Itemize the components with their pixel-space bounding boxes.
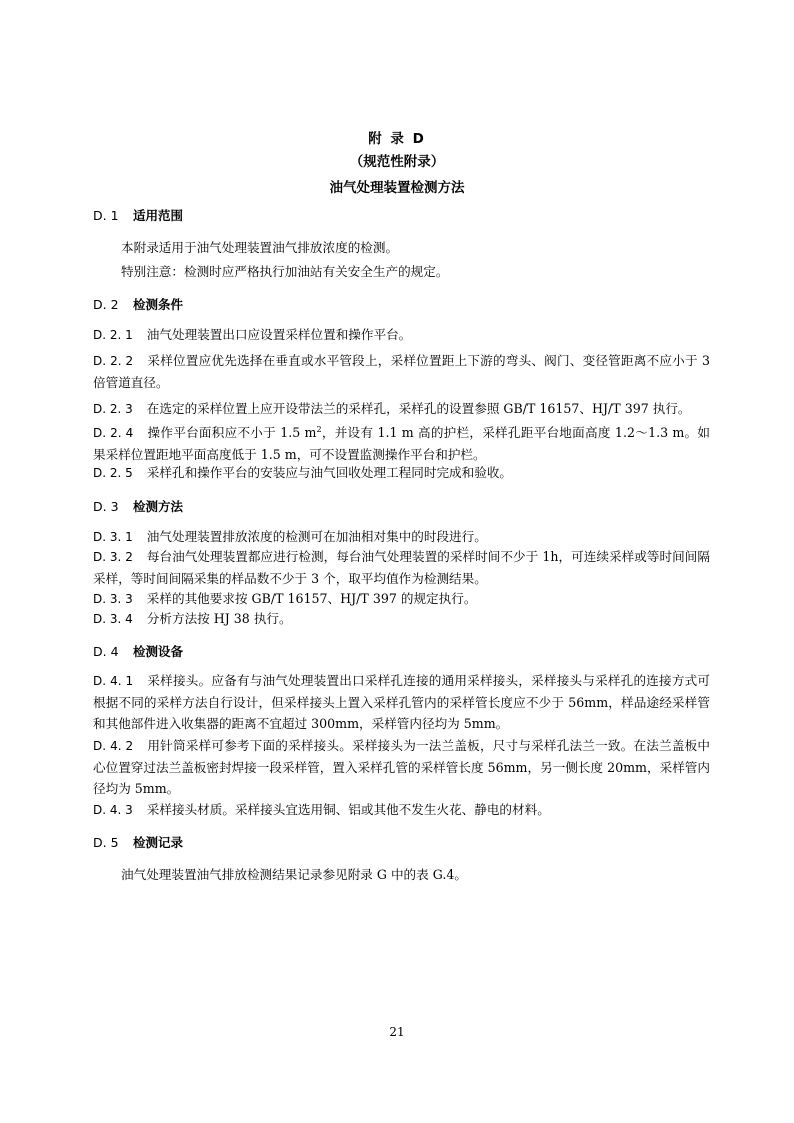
clause-d4-3 xyxy=(93,799,710,821)
clause-number: D. 2. 1 xyxy=(93,328,133,342)
section-title: 检测记录 xyxy=(133,835,184,850)
appendix-heading: 油气处理装置检测方法 xyxy=(329,180,465,196)
paragraph: 本附录适用于油气处理装置油气排放浓度的检测。 xyxy=(121,240,399,255)
clause-d4-2 xyxy=(93,735,710,799)
clause-d3-1 xyxy=(93,526,710,548)
clause-d3-3 xyxy=(93,588,710,610)
section-number: D. 2 xyxy=(93,297,119,312)
clause-d2-2 xyxy=(93,350,710,393)
section-heading-d4 xyxy=(93,642,183,660)
clause-text: 采样位置应优先选择在垂直或水平管段上，采样位置距上下游的弯头、阀门、变径管距离不应小于 3 倍管道直径。 xyxy=(93,353,710,390)
section-title: 检测设备 xyxy=(133,644,184,659)
clause-text: 采样接头材质。采样接头宜选用铜、铝或其他不发生火花、静电的材料。 xyxy=(146,802,550,817)
superscript: 2 xyxy=(316,425,322,434)
clause-number: D. 3. 3 xyxy=(93,592,133,606)
clause-number: D. 3. 1 xyxy=(93,530,133,544)
clause-text: 采样接头。应备有与油气处理装置出口采样孔连接的通用采样接头，采样接头与采样孔的连接方式可根据不同的采样方法自行设计，但采样接头上置入采样孔管内的采样管长度应不少于 56mm，样品途经采样管和其他部件进入收集器的距离不宜超过 300mm，采样管内径均为 5mm。 xyxy=(93,673,710,731)
clause-number: D. 4. 3 xyxy=(93,803,133,817)
section-number: D. 3 xyxy=(93,499,119,514)
section-number: D. 5 xyxy=(93,835,119,850)
paragraph: 油气处理装置油气排放检测结果记录参见附录 G 中的表 G.4。 xyxy=(121,867,467,882)
page-number: 21 xyxy=(389,1025,405,1039)
section-number: D. 1 xyxy=(93,208,119,223)
clause-number: D. 4. 1 xyxy=(93,674,134,688)
section-heading-d3 xyxy=(93,497,183,515)
clause-d3-4 xyxy=(93,608,710,630)
clause-d3-2 xyxy=(93,546,710,589)
clause-text: 油气处理装置排放浓度的检测可在加油相对集中的时段进行。 xyxy=(146,529,487,544)
clause-number: D. 2. 2 xyxy=(93,354,134,368)
clause-text: 用针筒采样可参考下面的采样接头。采样接头为一法兰盖板，尺寸与采样孔法兰一致。在法兰盖板中心位置穿过法兰盖板密封焊接一段采样管，置入采样孔管的采样管长度 56mm，另一侧长度 20mm，采样管内径均为 5mm。 xyxy=(93,738,710,796)
clause-d2-1 xyxy=(93,324,710,346)
clause-d2-4 xyxy=(93,419,710,465)
clause-number: D. 3. 2 xyxy=(93,550,133,564)
clause-number: D. 2. 5 xyxy=(93,466,133,480)
section-number: D. 4 xyxy=(93,644,119,659)
section-heading-d5 xyxy=(93,833,183,851)
clause-text: 油气处理装置出口应设置采样位置和操作平台。 xyxy=(146,327,412,342)
clause-number: D. 4. 2 xyxy=(93,739,134,753)
clause-text: 采样的其他要求按 GB/T 16157、HJ/T 397 的规定执行。 xyxy=(146,591,477,606)
section-title: 适用范围 xyxy=(133,208,184,223)
paragraph: 特别注意：检测时应严格执行加油站有关安全生产的规定。 xyxy=(121,264,449,279)
clause-text: ，并设有 1.1 m 高的护栏，采样孔距平台地面高度 1.2～1.3 m。如果采样位置距地平面高度低于 1.5 m，可不设置监测操作平台和护栏。 xyxy=(93,425,710,463)
section-title: 检测方法 xyxy=(133,499,184,514)
section-title: 检测条件 xyxy=(133,297,184,312)
clause-number: D. 2. 3 xyxy=(93,402,133,416)
clause-text: 每台油气处理装置都应进行检测，每台油气处理装置的采样时间不少于 1h，可连续采样或等时间间隔采样，等时间间隔采集的样品数不少于 3 个，取平均值作为检测结果。 xyxy=(93,549,710,586)
clause-d2-5 xyxy=(93,462,710,484)
clause-text: 操作平台面积应不小于 1.5 m xyxy=(147,425,317,441)
appendix-title: 附 录 D xyxy=(368,131,426,147)
clause-number: D. 2. 4 xyxy=(93,426,134,441)
clause-text: 分析方法按 HJ 38 执行。 xyxy=(146,611,292,626)
clause-number: D. 3. 4 xyxy=(93,612,133,626)
appendix-subtitle: （规范性附录） xyxy=(349,154,445,170)
section-heading-d2 xyxy=(93,295,183,313)
clause-text: 在选定的采样位置上应开设带法兰的采样孔，采样孔的设置参照 GB/T 16157、HJ/T 397 执行。 xyxy=(146,401,691,416)
section-heading-d1 xyxy=(93,206,183,224)
clause-d2-3 xyxy=(93,398,710,420)
clause-text: 采样孔和操作平台的安装应与油气回收处理工程同时完成和验收。 xyxy=(146,465,512,480)
clause-d4-1 xyxy=(93,670,710,734)
